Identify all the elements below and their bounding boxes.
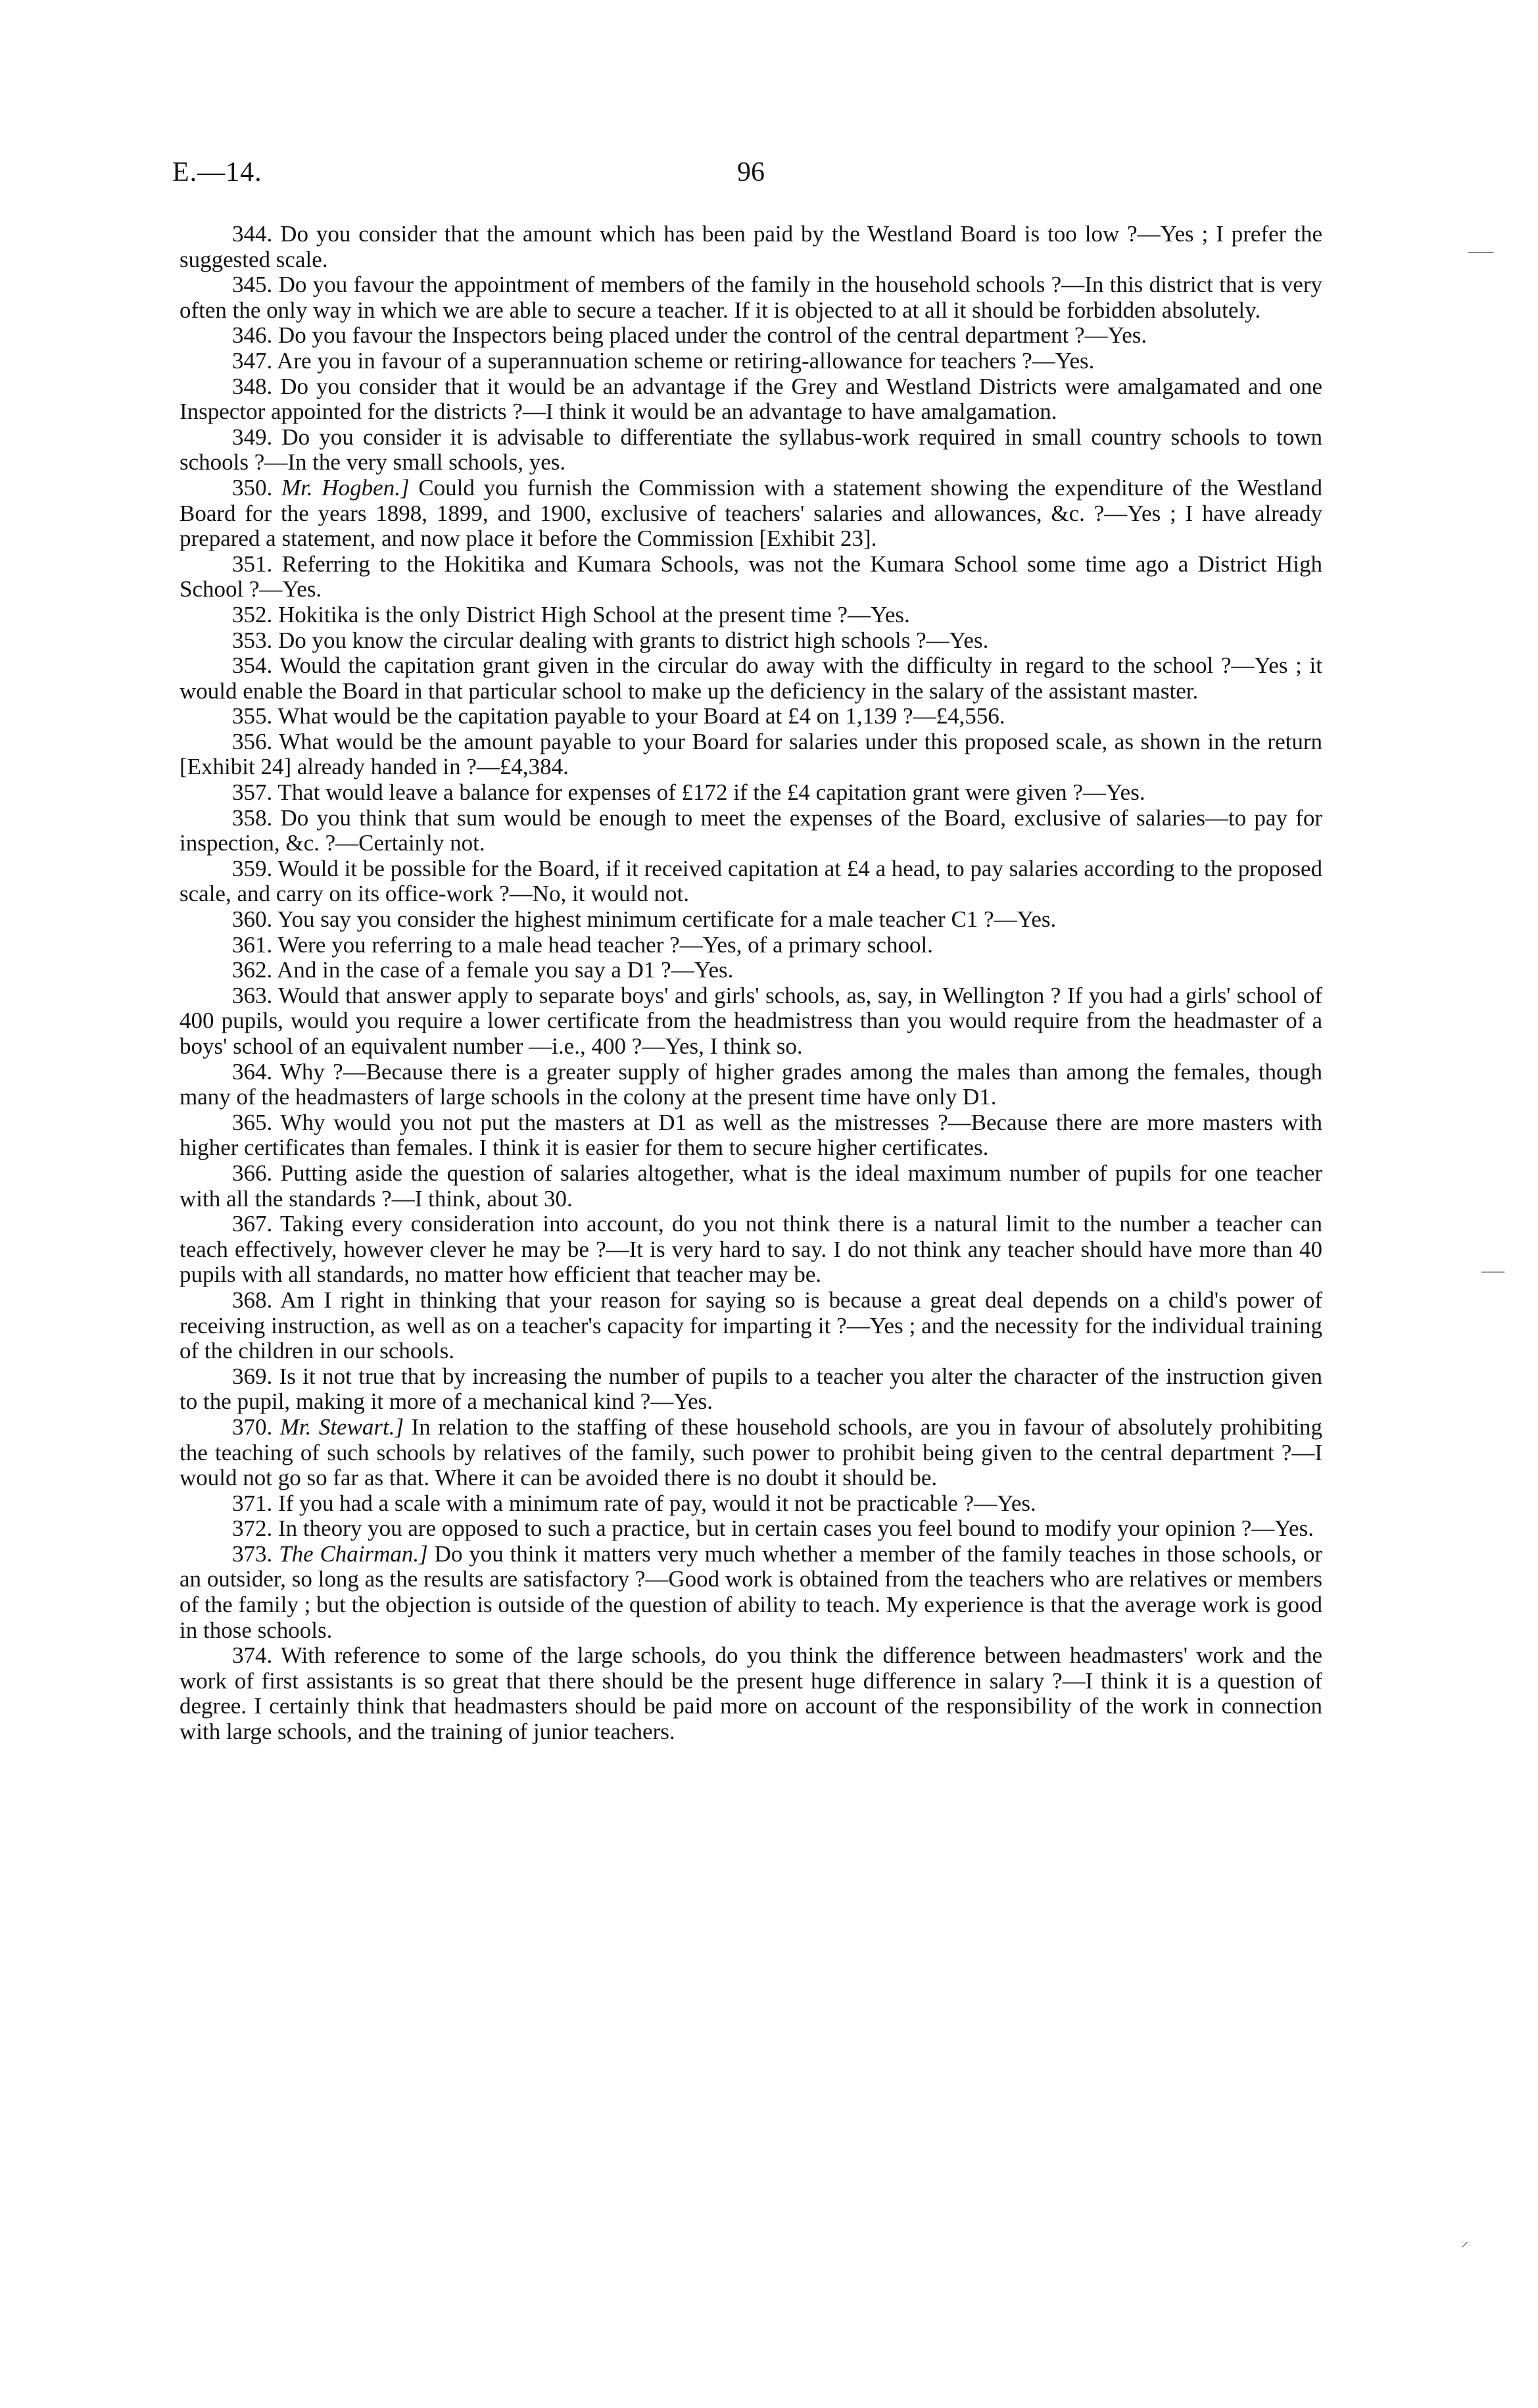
margin-mark: ⸺ — [1481, 1264, 1506, 1280]
paragraph-q358: 358. Do you think that sum would be enough to meet the expenses of the Board, exclusive of salaries—to pay for inspection, &c. ?—Certainly not. — [180, 804, 1322, 856]
paragraph-q345: 345. Do you favour the appointment of members of the family in the household schools ?—In this district that is very often the only way in which we are able to secure a teacher. If it is objected to at all it should be forbidden absolutely. — [180, 272, 1322, 323]
paragraph-q347: 347. Are you in favour of a superannuation scheme or retiring-allowance for teachers ?—Yes. — [232, 347, 1095, 374]
paragraph-q349: 349. Do you consider it is advisable to differentiate the syllabus-work required in small country schools to town schools ?—In the very small schools, yes. — [180, 424, 1322, 476]
paragraph-q353: 353. Do you know the circular dealing with grants to district high schools ?—Yes. — [232, 627, 989, 653]
paragraph-q352: 352. Hokitika is the only District High School at the present time ?—Yes. — [232, 601, 910, 627]
document-identifier: E.—14. — [172, 157, 262, 187]
paragraph-q370: 370. Mr. Stewart.] In relation to the staffing of these household schools, are you in favour of absolutely prohibiting the teaching of such schools by relatives of the family, such power to prohibit being given to the central department ?—I would not go so far as that. Where it can be avoided there is no doubt it should be. — [180, 1413, 1322, 1491]
paragraph-q359: 359. Would it be possible for the Board, if it received capitation at £4 a head, to pay salaries according to the proposed scale, and carry on its office-work ?—No, it would not. — [180, 855, 1322, 907]
paragraph-q356: 356. What would be the amount payable to your Board for salaries under this proposed scale, as shown in the return [Exhibit 24] already handed in ?—£4,384. — [180, 728, 1322, 780]
paragraph-q369: 369. Is it not true that by increasing the number of pupils to a teacher you alter the character of the instruction given to the pupil, making it more of a mechanical kind ?—Yes. — [180, 1363, 1322, 1415]
paragraph-q364: 364. Why ?—Because there is a greater supply of higher grades among the males than among the females, though many of the headmasters of large schools in the colony at the present time have only D1. — [180, 1058, 1322, 1110]
question-number: 373. — [232, 1540, 273, 1567]
paragraph-q365: 365. Why would you not put the masters at D1 as well as the mistresses ?—Because there are more masters with higher certificates than females. I think it is easier for them to secure higher certificates. — [180, 1109, 1322, 1161]
paragraph-q348: 348. Do you consider that it would be an advantage if the Grey and Westland Districts were amalgamated and one Inspector appointed for the districts ?—I think it would be an advantage to have amalgamation. — [180, 373, 1322, 425]
paragraph-q350: 350. Mr. Hogben.] Could you furnish the Commission with a statement showing the expenditure of the Westland Board for the years 1898, 1899, and 1900, exclusive of teachers' salaries and allowances, &c. ?—Yes ; I have already prepared a statement, and now place it before the Commission [Exhibit 23]. — [180, 474, 1323, 552]
question-number: 370. — [232, 1413, 273, 1440]
margin-mark: ⸝ — [1461, 2234, 1469, 2250]
paragraph-q360: 360. You say you consider the highest minimum certificate for a male teacher C1 ?—Yes. — [232, 906, 1057, 933]
paragraph-q366: 366. Putting aside the question of salaries altogether, what is the ideal maximum number of pupils for one teacher with all the standards ?—I think, about 30. — [180, 1160, 1322, 1212]
paragraph-q372: 372. In theory you are opposed to such a practice, but in certain cases you feel bound to modify your opinion ?—Yes. — [232, 1515, 1314, 1542]
speaker-name: Mr. Hogben.] — [281, 474, 410, 501]
paragraph-q368: 368. Am I right in thinking that your reason for saying so is because a great deal depends on a child's power of receiving instruction, as well as on a teacher's capacity for imparting it ?—Yes ; and the necessity for the individual training of the children in our schools. — [180, 1287, 1322, 1364]
paragraph-q373: 373. The Chairman.] Do you think it matters very much whether a member of the family teaches in those schools, or an outsider, so long as the results are satisfactory ?—Good work is obtained from the teachers who are relatives or members of the family ; but the objection is outside of the question of ability to teach. My experience is that the average work is good in those schools. — [180, 1540, 1323, 1643]
page-header — [172, 157, 1330, 203]
paragraph-q374: 374. With reference to some of the large schools, do you think the difference between headmasters' work and the work of first assistants is so great that there should be the present huge difference in salary ?—I think it is a question of degree. I certainly think that headmasters should be paid more on account of the responsibility of the work in connection with large schools, and the training of junior teachers. — [180, 1642, 1322, 1745]
paragraph-q355: 355. What would be the capitation payable to your Board at £4 on 1,139 ?—£4,556. — [232, 703, 1005, 729]
speaker-name: Mr. Stewart.] — [279, 1413, 404, 1440]
paragraph-q367: 367. Taking every consideration into account, do you not think there is a natural limit to the number a teacher can teach effectively, however clever he may be ?—It is very hard to say. I do not think any teacher should have more than 40 pupils with all standards, no matter how efficient that teacher may be. — [180, 1211, 1322, 1288]
question-number: 350. — [232, 474, 273, 501]
testimony-body — [180, 222, 1322, 1745]
margin-mark: ⸺ — [1468, 242, 1495, 260]
paragraph-q357: 357. That would leave a balance for expenses of £172 if the £4 capitation grant were given ?—Yes. — [232, 779, 1145, 806]
paragraph-q351: 351. Referring to the Hokitika and Kumara Schools, was not the Kumara School some time ago a District High School ?—Yes. — [180, 551, 1322, 602]
paragraph-q361: 361. Were you referring to a male head teacher ?—Yes, of a primary school. — [232, 931, 933, 958]
paragraph-q346: 346. Do you favour the Inspectors being placed under the control of the central department ?—Yes. — [232, 322, 1147, 349]
paragraph-q344: 344. Do you consider that the amount which has been paid by the Westland Board is too low ?—Yes ; I prefer the suggested scale. — [180, 221, 1322, 272]
paragraph-q363: 363. Would that answer apply to separate boys' and girls' schools, as, say, in Wellington ? If you had a girls' school of 400 pupils, would you require a lower certificate from the headmistress than you would require from the headmaster of a boys' school of an equivalent number —i.e., 400 ?—Yes, I think so. — [180, 982, 1322, 1059]
paragraph-q362: 362. And in the case of a female you say a D1 ?—Yes. — [232, 957, 734, 983]
speaker-name: The Chairman.] — [279, 1540, 428, 1567]
paragraph-q371: 371. If you had a scale with a minimum rate of pay, would it not be practicable ?—Yes. — [232, 1490, 1036, 1516]
page-number: 96 — [737, 157, 765, 187]
paragraph-q354: 354. Would the capitation grant given in the circular do away with the difficulty in regard to the school ?—Yes ; it would enable the Board in that particular school to make up the deficiency in the salary of the assistant master. — [180, 652, 1322, 704]
